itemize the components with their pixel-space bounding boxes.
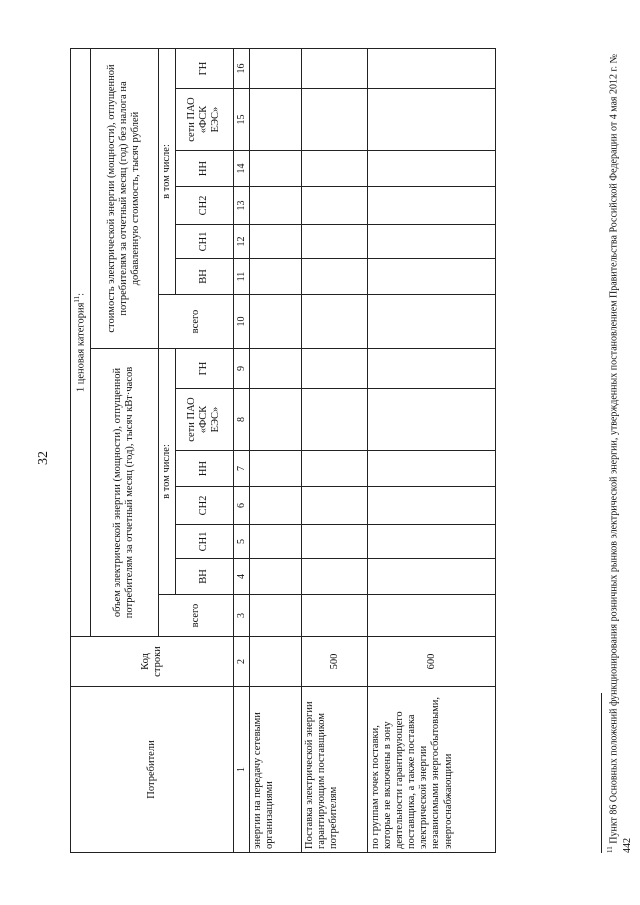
row-code-header: Код строки	[71, 637, 234, 687]
col-number: 15	[233, 89, 250, 151]
col-number: 12	[233, 225, 250, 259]
consumers-header: Потребители	[71, 687, 234, 853]
volume-gn-header: ГН	[175, 349, 233, 389]
cost-nn-header: НН	[175, 151, 233, 187]
table-row	[250, 49, 302, 853]
volume-vn-header: ВН	[175, 559, 233, 595]
footnote-ref: 11	[73, 295, 81, 303]
col-number: 2	[233, 637, 250, 687]
volume-total-header: всего	[158, 595, 233, 637]
consumer-cell: Поставка электрической энергии гарантирующим поставщиком потребителям	[302, 687, 368, 853]
price-category-header: 1 ценовая категория$^{11}$:	[71, 49, 91, 637]
col-number: 13	[233, 187, 250, 225]
table-row	[368, 49, 496, 853]
col-number: 7	[233, 451, 250, 487]
col-number: 8	[233, 389, 250, 451]
volume-sn2-header: СН2	[175, 487, 233, 525]
cost-group-header: стоимость электрической энергии (мощности), отпущенной потребителям за отчетный месяц (год) без налога на добавленную стоимость, тысяч рублей	[90, 49, 158, 349]
column-number-row	[233, 49, 250, 853]
cost-vn-header: ВН	[175, 259, 233, 295]
col-number: 11	[233, 259, 250, 295]
col-number: 1	[233, 687, 250, 853]
volume-sn1-header: СН1	[175, 525, 233, 559]
footnote-divider	[601, 693, 602, 853]
col-number: 6	[233, 487, 250, 525]
price-category-label: 1 ценовая категория	[75, 302, 87, 393]
volume-group-header: объем электрической энергии (мощности), отпущенной потребителям за отчетный месяц (год), тысяч кВт·часов	[90, 349, 158, 637]
code-cell: 600	[368, 637, 496, 687]
footnote-text: Пункт 86 Основных положений функционирования розничных рынков электрической энергии, утвержденных постановлением Правительства Российской Федерации от 4 мая 2012 г. № 442	[608, 53, 633, 853]
col-number: 5	[233, 525, 250, 559]
consumer-cell: по группам точек поставки, которые не включены в зону деятельности гарантирующего поставщика, а также поставка электрической энергии независимыми энергосбытовыми, энергоснабжающими	[368, 687, 496, 853]
col-number: 10	[233, 295, 250, 349]
cost-fsk-header: сети ПАО «ФСК ЕЭС»	[175, 89, 233, 151]
cost-sn1-header: СН1	[175, 225, 233, 259]
code-cell	[250, 637, 302, 687]
col-number: 16	[233, 49, 250, 89]
table-row	[302, 49, 368, 853]
cost-sn2-header: СН2	[175, 187, 233, 225]
volume-nn-header: НН	[175, 451, 233, 487]
footnote-marker: 11	[606, 846, 614, 853]
cost-total-header: всего	[158, 295, 233, 349]
volume-fsk-header: сети ПАО «ФСК ЕЭС»	[175, 389, 233, 451]
cost-including-header: в том числе:	[158, 49, 175, 295]
col-number: 9	[233, 349, 250, 389]
page-number: 32	[36, 451, 51, 465]
consumer-cell: энергии на передачу сетевыми организациями	[250, 687, 302, 853]
cost-gn-header: ГН	[175, 49, 233, 89]
col-number: 3	[233, 595, 250, 637]
col-number: 14	[233, 151, 250, 187]
volume-including-header: в том числе:	[158, 349, 175, 595]
report-table	[70, 48, 496, 853]
footnote	[606, 53, 634, 853]
code-cell: 500	[302, 637, 368, 687]
col-number: 4	[233, 559, 250, 595]
